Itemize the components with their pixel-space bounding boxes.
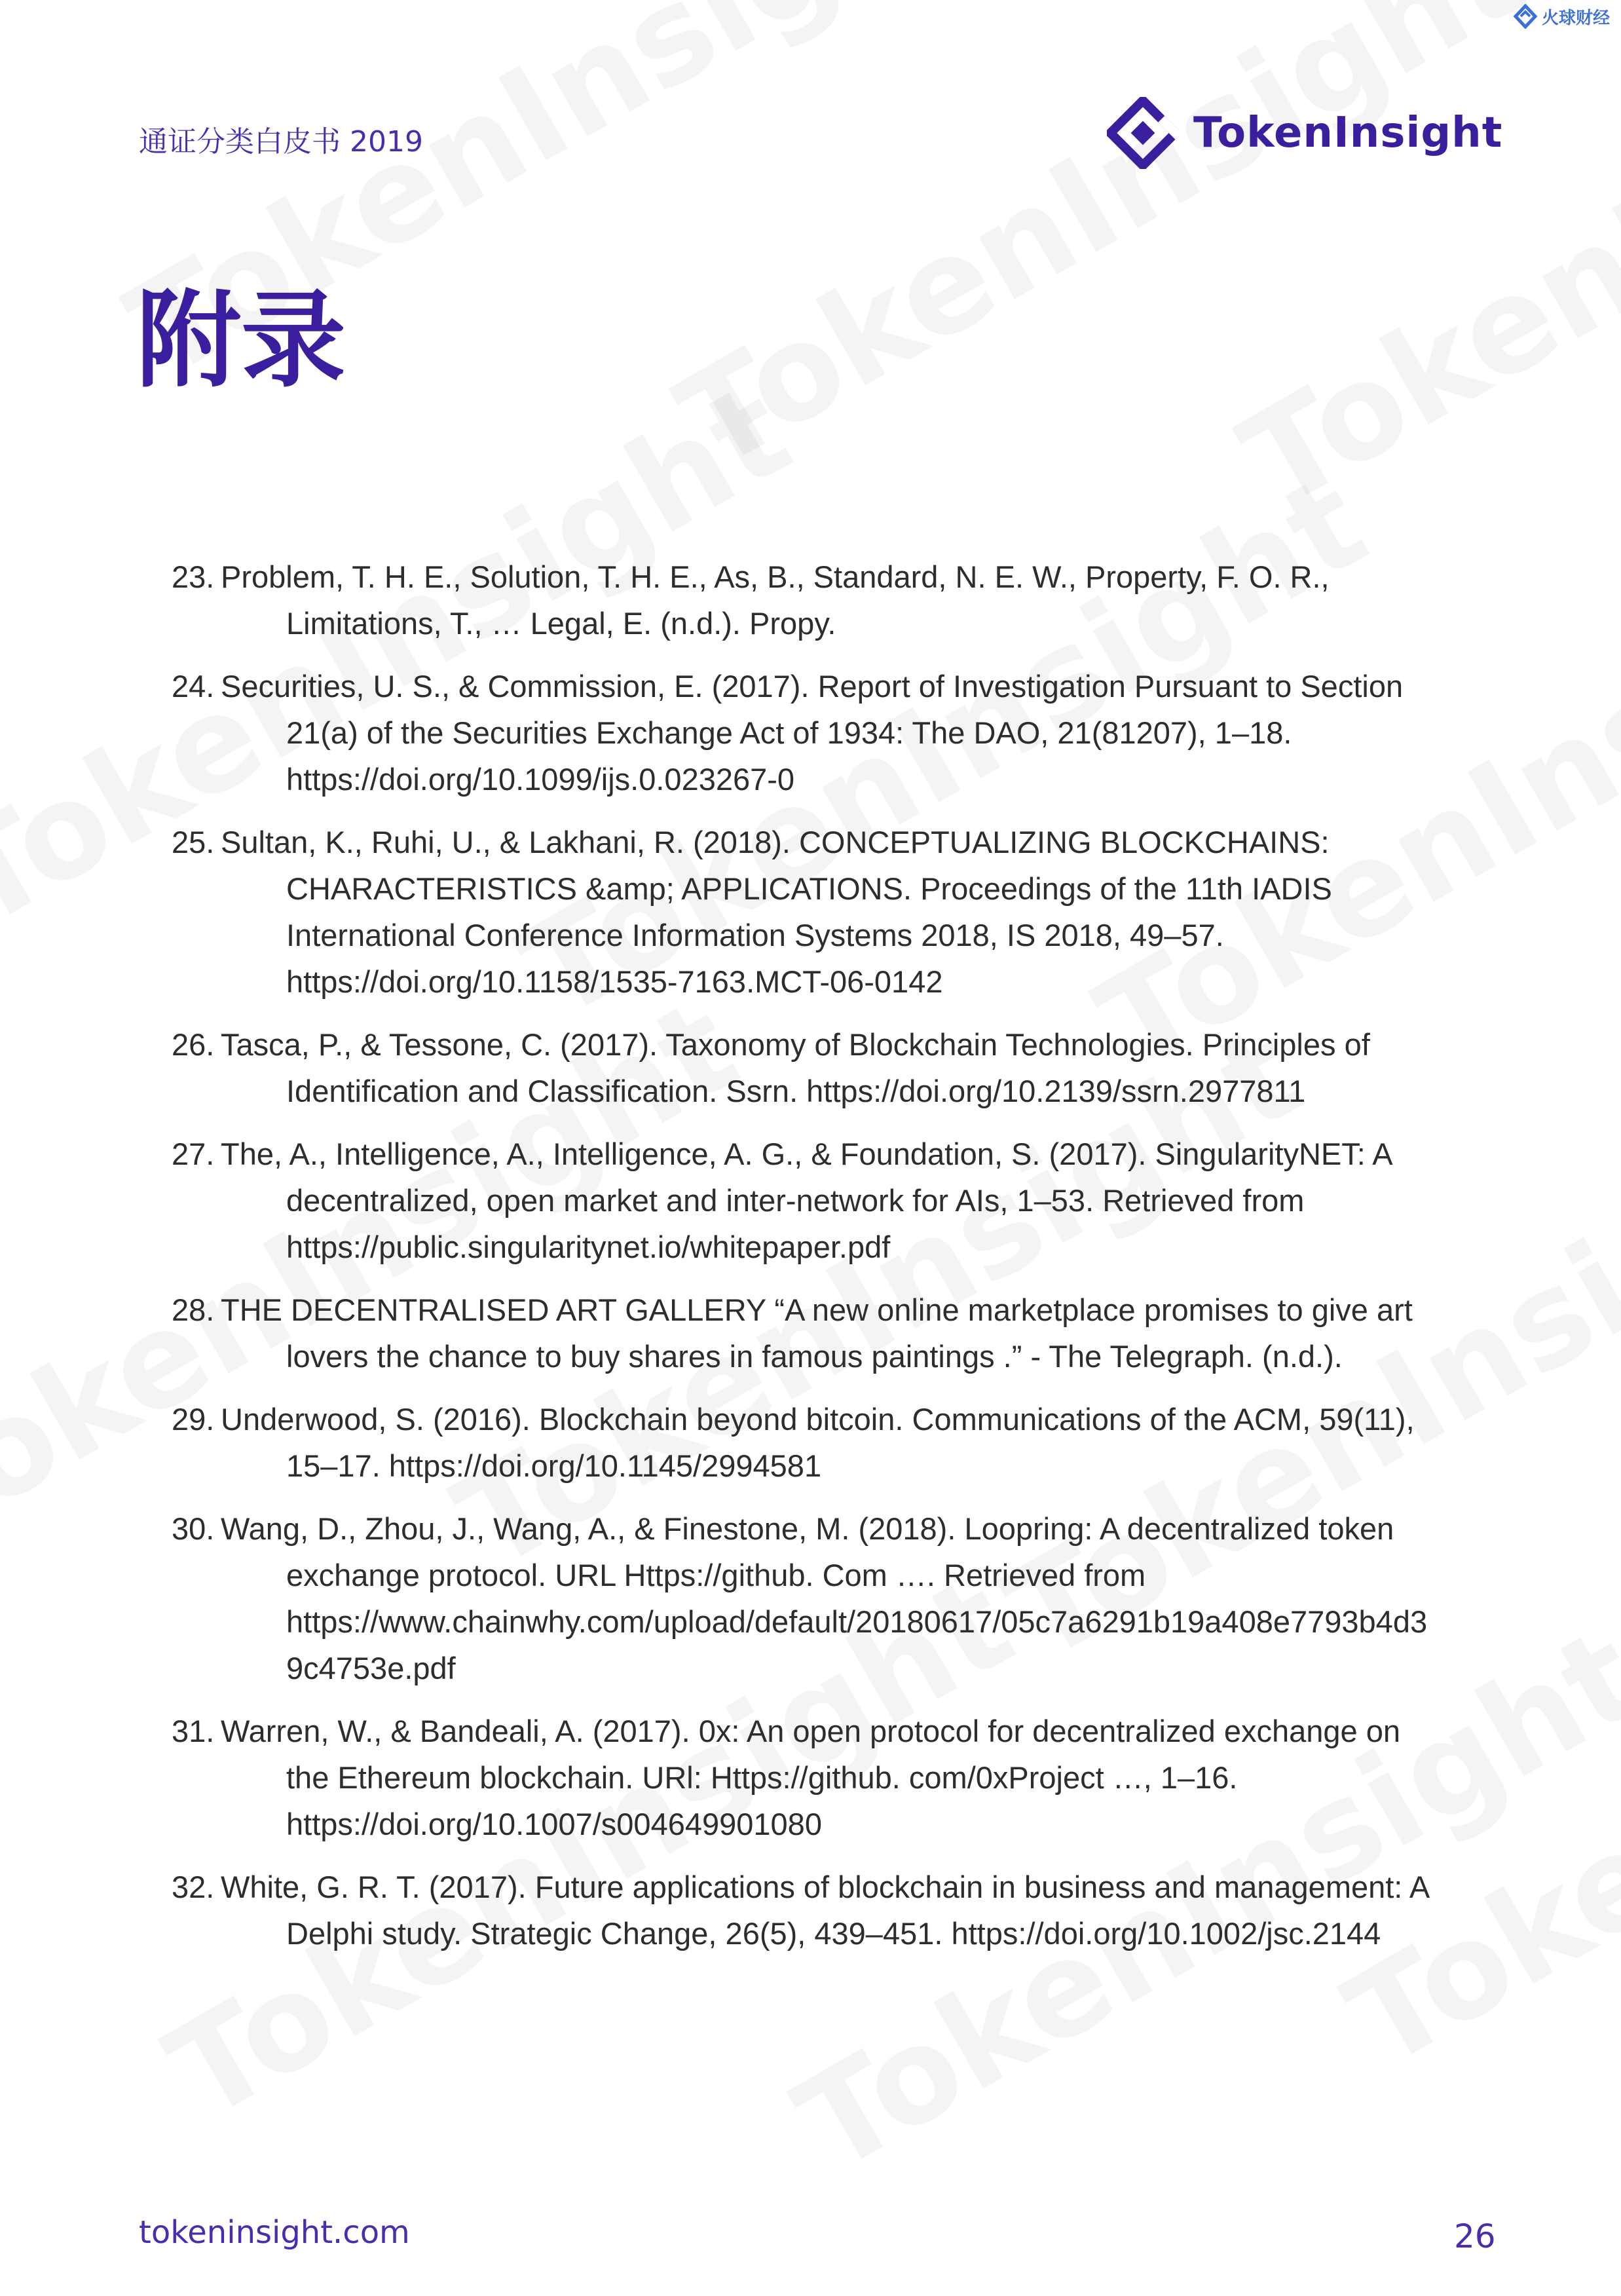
reference-number: 26. xyxy=(172,1027,215,1062)
corner-brand-badge xyxy=(1513,4,1610,29)
reference-number: 27. xyxy=(172,1137,215,1171)
reference-text: Securities, U. S., & Commission, E. (2017). Report of Investigation Pursuant to Section 21(a) of the Securities Exchange Act of 1934: The DAO, 21(81207), 1–18. https://doi.org/10.1099/ijs.0.023267-0 xyxy=(221,669,1404,797)
reference-item xyxy=(172,1021,1442,1114)
reference-text: Wang, D., Zhou, J., Wang, A., & Finestone, M. (2018). Loopring: A decentralized token exchange protocol. URL Https://github. Com …. Retrieved from https://www.chainwhy.com/upload/default/20180617/05c7a6291b19a408e7793b4d39c4753e.pdf xyxy=(221,1511,1428,1685)
document-label: 通证分类白皮书 2019 xyxy=(139,125,423,159)
reference-item xyxy=(172,663,1442,802)
reference-number: 25. xyxy=(172,825,215,859)
watermark xyxy=(655,0,1547,499)
reference-item xyxy=(172,1505,1442,1691)
reference-list xyxy=(172,554,1442,1973)
tokeninsight-logo xyxy=(1107,97,1502,169)
page-title: 附录 xyxy=(136,279,346,402)
reference-text: Problem, T. H. E., Solution, T. H. E., As, B., Standard, N. E. W., Property, F. O. R., Limitations, T., … Legal, E. (n.d.). Propy. xyxy=(221,559,1330,641)
reference-text: The, A., Intelligence, A., Intelligence, A. G., & Foundation, S. (2017). SingularityNET: A decentralized, open market and inter-network for AIs, 1–53. Retrieved from https://public.singularitynet.io/whitepaper.pdf xyxy=(221,1137,1392,1264)
reference-item xyxy=(172,1864,1442,1957)
page-number: 26 xyxy=(1454,2217,1496,2255)
reference-item xyxy=(172,1396,1442,1489)
reference-number: 31. xyxy=(172,1714,215,1748)
watermark xyxy=(1218,0,1621,538)
logo-wordmark: TokenInsight xyxy=(1193,109,1503,157)
reference-text: THE DECENTRALISED ART GALLERY “A new online marketplace promises to give art lovers the chance to buy shares in famous paintings .” - The Telegraph. (n.d.). xyxy=(221,1292,1413,1374)
reference-text: Sultan, K., Ruhi, U., & Lakhani, R. (2018). CONCEPTUALIZING BLOCKCHAINS: CHARACTERISTICS &amp; APPLICATIONS. Proceedings of the 11th IADIS International Conference Information Systems 2018, IS 2018, 49–57. https://doi.org/10.1158/1535-7163.MCT-06-0142 xyxy=(221,825,1332,999)
brand-mark-icon xyxy=(1513,4,1538,29)
reference-item xyxy=(172,554,1442,647)
reference-number: 23. xyxy=(172,559,215,594)
reference-number: 29. xyxy=(172,1402,215,1437)
reference-number: 28. xyxy=(172,1292,215,1327)
reference-item xyxy=(172,1287,1442,1380)
reference-text: White, G. R. T. (2017). Future applications of blockchain in business and management: A Delphi study. Strategic Change, 26(5), 439–451. https://doi.org/10.1002/jsc.2144 xyxy=(221,1870,1428,1951)
reference-item xyxy=(172,1131,1442,1270)
reference-number: 32. xyxy=(172,1870,215,1904)
reference-text: Underwood, S. (2016). Blockchain beyond bitcoin. Communications of the ACM, 59(11), 15–17. https://doi.org/10.1145/2994581 xyxy=(221,1402,1415,1483)
reference-text: Warren, W., & Bandeali, A. (2017). 0x: An open protocol for decentralized exchange on the Ethereum blockchain. URl: Https://github. com/0xProject …, 1–16. https://doi.org/10.1007/s004649901080 xyxy=(221,1714,1400,1841)
reference-text: Tasca, P., & Tessone, C. (2017). Taxonomy of Blockchain Technologies. Principles of Identification and Classification. Ssrn. https://doi.org/10.2139/ssrn.2977811 xyxy=(221,1027,1370,1108)
corner-brand-text: 火球财经 xyxy=(1542,8,1611,28)
reference-item xyxy=(172,819,1442,1005)
reference-number: 30. xyxy=(172,1511,215,1546)
reference-number: 24. xyxy=(172,669,215,704)
reference-item xyxy=(172,1708,1442,1847)
footer-url-link[interactable]: tokeninsight.com xyxy=(139,2214,410,2251)
logo-mark-icon xyxy=(1107,97,1179,169)
